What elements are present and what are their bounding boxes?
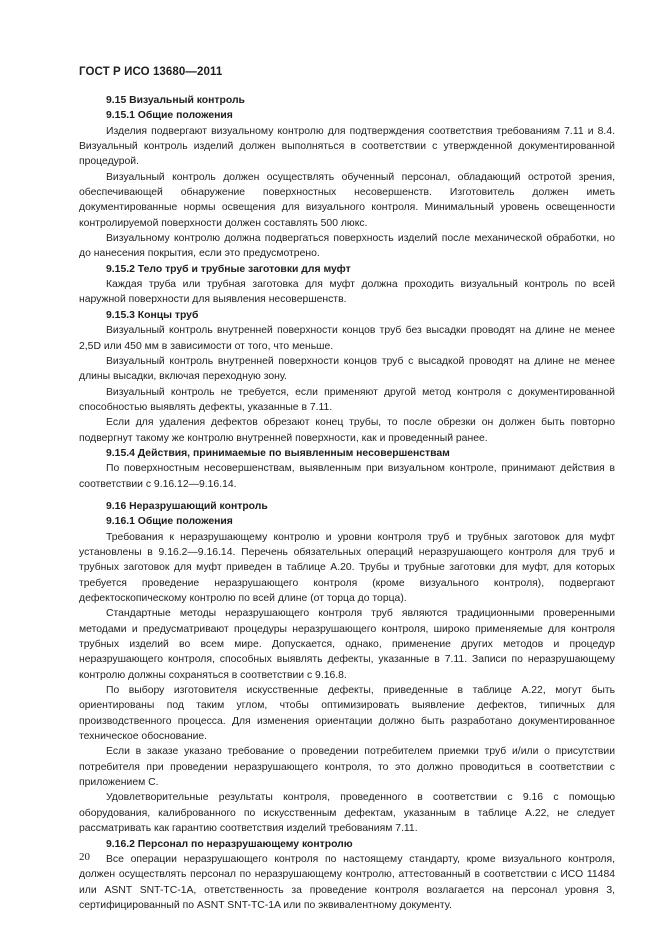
paragraph: Визуальный контроль должен осуществлять обученный персонал, обладающий остротой зрения, обеспечивающей обнаружение поверхностных несовершенств. Изготовитель должен иметь документированные нормы освещения для визуального контроля. Минимальный уровень освещенности контролируемой поверхности должен составлять 500 люкс.	[79, 171, 615, 229]
paragraph: Визуальному контролю должна подвергаться поверхность изделий после механической обработки, но до нанесения покрытия, если это предусмотрено.	[79, 233, 615, 260]
paragraph: По поверхностным несовершенствам, выявленным при визуальном контроле, принимают действия в соответствии с 9.16.12—9.16.14.	[79, 463, 615, 490]
paragraph: Все операции неразрушающего контроля по настоящему стандарту, кроме визуального контроля, должен осуществлять персонал по неразрушающему контролю, аттестованный в соответствии с ИСО 11484 или ASNT SNT-TC-1A, ответственность за проведение контроля возлагается на персонал уровня 3, сертифицированный по ASNT SNT-TC-1A или по эквивалентному документу.	[79, 853, 615, 911]
paragraph: Каждая труба или трубная заготовка для муфт должна проходить визуальный контроль по всей наружной поверхности для выявления несовершенств.	[79, 279, 615, 306]
paragraph: Стандартные методы неразрушающего контроля труб являются традиционными проверенными методами и предусматривают процедуры неразрушающего контроля, широко применяемые для контроля трубных изделий во всем мире. Допускается, однако, применение других методов и процедур неразрушающего контроля, способных выявлять дефекты, указанные в 7.11. Записи по неразрушающему контролю должны сохраняться в соответствии с 9.16.8.	[79, 608, 615, 681]
paragraph: Если в заказе указано требование о проведении потребителем приемки труб и/или о присутствии потребителя при проведении неразрушающего контроля, то это должно проводиться в соответствии с приложением C.	[79, 746, 615, 789]
section-gap	[79, 492, 615, 499]
section-heading: 9.16 Неразрушающий контроль	[106, 500, 268, 512]
paragraph: Визуальный контроль внутренней поверхности концов труб с высадкой проводят на длине не менее длины высадки, включая переходную зону.	[79, 355, 615, 383]
document-body	[79, 93, 615, 913]
paragraph: Визуальный контроль не требуется, если применяют другой метод контроля с документированной способностью выявлять дефекты, указанные в 7.11.	[79, 386, 615, 413]
subsection-heading: 9.15.2 Тело труб и трубные заготовки для муфт	[106, 263, 351, 275]
subsection-heading: 9.15.3 Концы труб	[106, 309, 199, 321]
paragraph: Если для удаления дефектов обрезают конец трубы, то после обрезки он должен быть повторно подвергнут такому же контролю внутренней поверхности, как и проведенный ранее.	[79, 417, 615, 444]
page-number: 20	[79, 851, 90, 863]
subsection-heading: 9.16.1 Общие положения	[106, 516, 233, 528]
section-heading: 9.15 Визуальный контроль	[106, 95, 245, 106]
paragraph: Удовлетворительные результаты контроля, проведенного в соответствии с 9.16 с помощью оборудования, калиброванного по искусственным дефектам, указанным в таблице A.22, не следует рассматривать как гарантию соответствия изделий требованиям 7.11.	[79, 792, 615, 835]
paragraph: Изделия подвергают визуальному контролю для подтверждения соответствия требованиям 7.11 и 8.4. Визуальный контроль изделий должен выполняться в соответствии с утвержденной документированной процедурой.	[79, 125, 615, 168]
subsection-heading: 9.16.2 Персонал по неразрушающему контролю	[106, 838, 353, 850]
paragraph: Визуальный контроль внутренней поверхности концов труб без высадки проводят на длине не менее 2,5D или 450 мм в зависимости от того, что меньше.	[79, 325, 615, 352]
paragraph: По выбору изготовителя искусственные дефекты, приведенные в таблице A.22, могут быть ориентированы под таким углом, чтобы оптимизировать выявление дефектов, типичных для производственного процесса. Для изменения ориентации должно быть разработано документированное техническое обоснование.	[79, 685, 615, 743]
subsection-heading: 9.15.4 Действия, принимаемые по выявленным несовершенствам	[106, 447, 450, 459]
standard-header: ГОСТ Р ИСО 13680—2011	[79, 66, 223, 78]
paragraph: Требования к неразрушающему контролю и уровни контроля труб и трубных заготовок для муфт установлены в 9.16.2—9.16.14. Перечень обязательных операций неразрушающего контроля для труб и трубных заготовок для муфт приведен в таблице A.20. Трубы и трубные заготовки для муфт, для которых требуется проведение неразрушающего контроля (кроме визуального контроля), подвергают дефектоскопическому контролю по всей длине (от торца до торца).	[79, 531, 615, 604]
subsection-heading: 9.15.1 Общие положения	[106, 110, 233, 122]
